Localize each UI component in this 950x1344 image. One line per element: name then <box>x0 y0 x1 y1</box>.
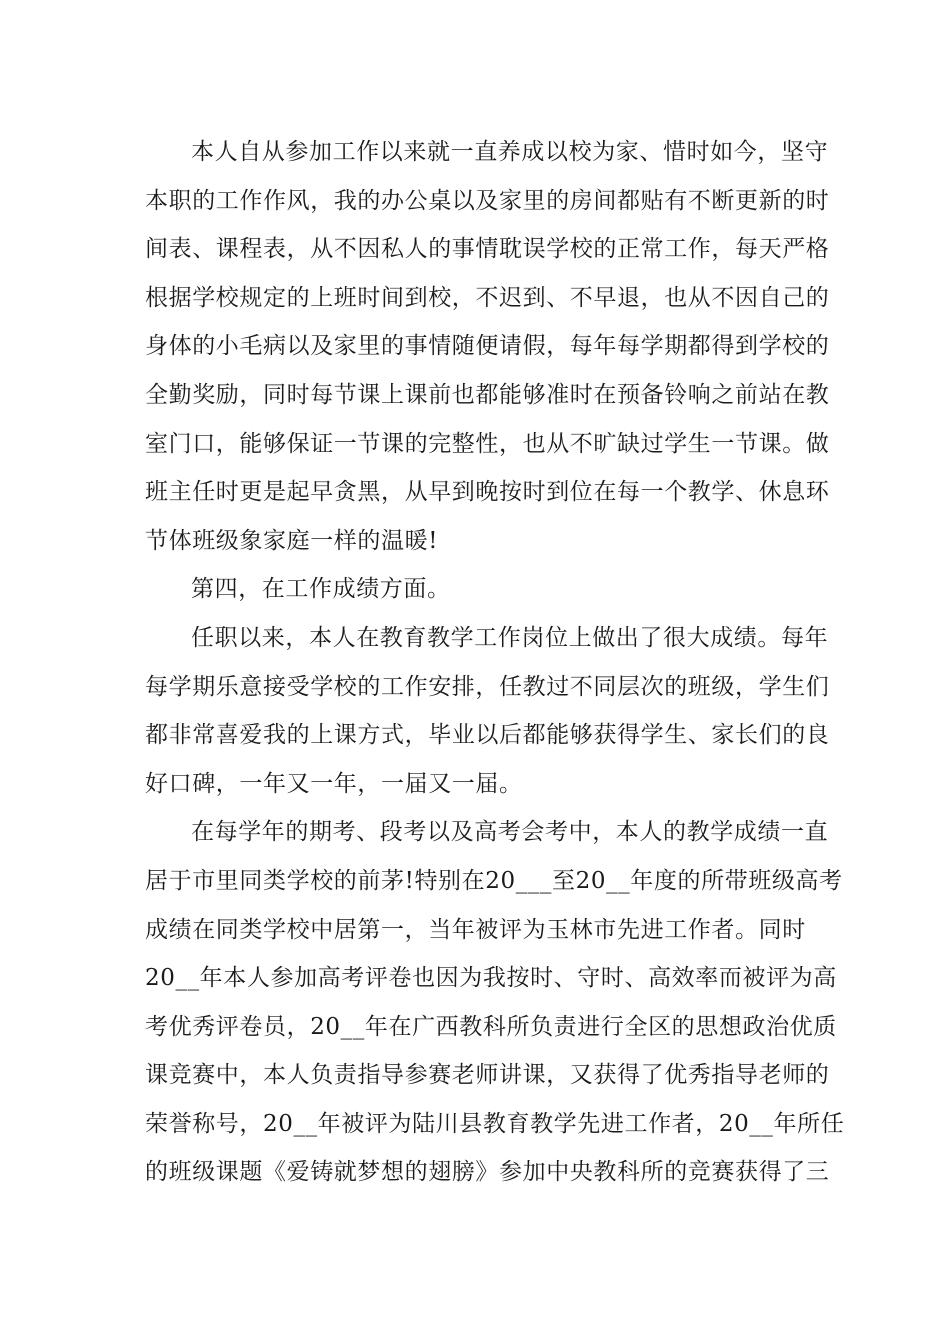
text-line: 节体班级象家庭一样的温暖! <box>145 527 439 554</box>
text-line: 每学期乐意接受学校的工作安排，任教过不同层次的班级，学生们 <box>145 673 830 700</box>
text-line: 荣誉称号，20__年被评为陆川县教育教学先进工作者，20__年所任 <box>145 1110 845 1137</box>
text-line: 考优秀评卷员，20__年在广西教科所负责进行全区的思想政治优质 <box>145 1013 837 1040</box>
text-line: 好口碑，一年又一年，一届又一届。 <box>145 770 523 797</box>
text-line: 居于市里同类学校的前茅!特别在20___至20__年度的所带班级高考 <box>145 867 843 894</box>
text-line: 课竞赛中，本人负责指导参赛老师讲课，又获得了优秀指导老师的 <box>145 1062 830 1089</box>
paragraph-attendance <box>145 128 830 565</box>
text-line: 本职的工作作风，我的办公桌以及家里的房间都贴有不断更新的时 <box>145 187 830 214</box>
paragraph-exam-results <box>145 808 845 1197</box>
text-line: 身体的小毛病以及家里的事情随便请假，每年每学期都得到学校的 <box>145 333 830 360</box>
text-line: 班主任时更是起早贪黑，从早到晚按时到位在每一个教学、休息环 <box>145 479 830 506</box>
document-body <box>145 128 845 1197</box>
text-line: 20__年本人参加高考评卷也因为我按时、守时、高效率而被评为高 <box>145 965 837 992</box>
text-line: 任职以来，本人在教育教学工作岗位上做出了很大成绩。每年 <box>191 624 829 651</box>
text-line: 在每学年的期考、段考以及高考会考中，本人的教学成绩一直 <box>191 819 829 846</box>
heading-line: 第四，在工作成绩方面。 <box>191 576 451 603</box>
paragraph-teaching-achievements <box>145 614 830 808</box>
section-heading-work-results <box>145 565 815 614</box>
text-line: 的班级课题《爱铸就梦想的翅膀》参加中央教科所的竞赛获得了三 <box>145 1159 830 1186</box>
text-line: 全勤奖励，同时每节课上课前也都能够准时在预备铃响之前站在教 <box>145 381 830 408</box>
text-line: 室门口，能够保证一节课的完整性，也从不旷缺过学生一节课。做 <box>145 430 830 457</box>
text-line: 都非常喜爱我的上课方式，毕业以后都能够获得学生、家长们的良 <box>145 722 830 749</box>
text-line: 成绩在同类学校中居第一，当年被评为玉林市先进工作者。同时 <box>145 916 806 943</box>
text-line: 本人自从参加工作以来就一直养成以校为家、惜时如今，坚守 <box>191 139 829 165</box>
text-line: 间表、课程表，从不因私人的事情耽误学校的正常工作，每天严格 <box>145 236 830 263</box>
text-line: 根据学校规定的上班时间到校，不迟到、不早退，也从不因自己的 <box>145 284 830 311</box>
